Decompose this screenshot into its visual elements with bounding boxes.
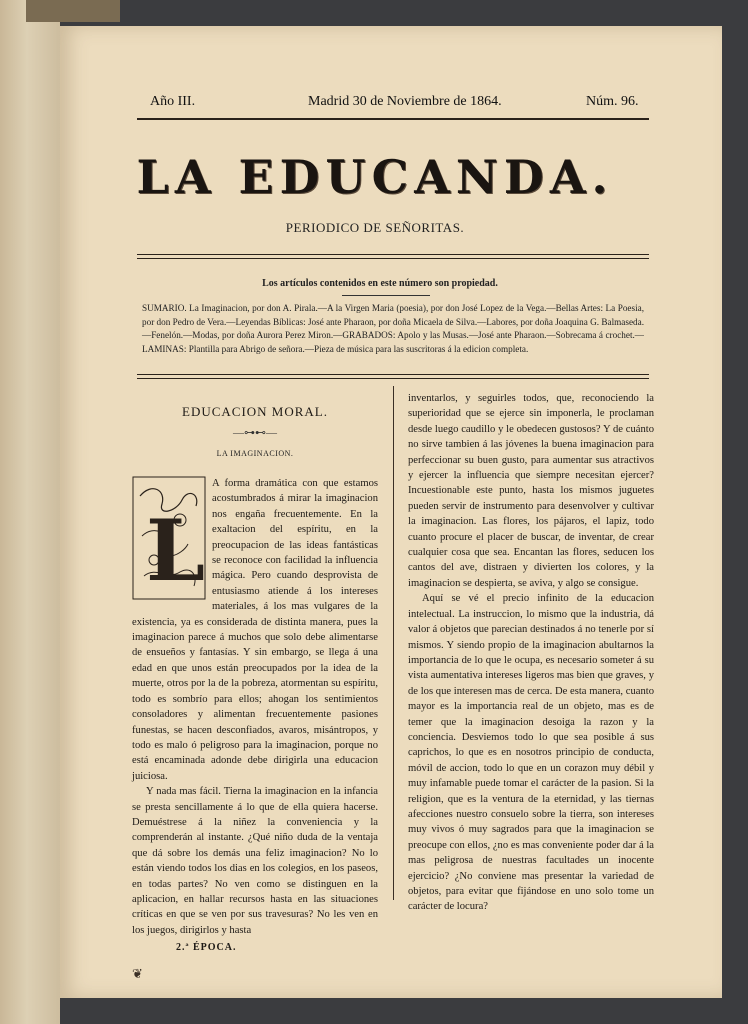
epoch-footer: 2.ª ÉPOCA. [176,942,237,954]
notice-rule [342,295,430,296]
article-right-column [408,391,654,915]
dropcap-letter: L [146,501,206,600]
column-divider [393,386,394,900]
flower-stamp-icon: ❦ [132,966,143,981]
book-spine [0,0,60,1024]
masthead-rule-bottom [137,258,649,259]
summary-block: SUMARIO. La Imaginacion, por don A. Pirala.—A la Virgen Maria (poesia), por don José Lopez de la Vega.—Bellas Artes: La Poesia, por don Pedro de Vera.—Leyendas Bíblicas: José ante Pharaon, por doña Micaela de Silva.—Labores, por doña Joaquina G. Balmaseda.—Fenelón.—Modas, por doña Aurora Perez Miron.—GRABADOS: Apolo y las Musas.—José ante Pharaon.—Sobrecama á crochet.—LAMINAS: Plantilla para Abrigo de señora.—Pieza de música para las suscritoras á la edicion completa. [142,303,644,354]
section-title: EDUCACION MORAL. [182,404,328,419]
left-paragraph-2: Y nada mas fácil. Tierna la imaginacion en la infancia se presta sencillamente á lo que de ella quiera hacerse. Demuéstrese á la niñez la conveniencia y la comprenderán al instante. ¿Qué niño duda de la ventaja que dá sobre los demás una feliz imaginacion? No lo están viendo todos los dias en los colegios, en los paseos, en todas partes? No ven como se distinguen en la aplicacion, en hallar recursos hasta en las situaciones críticas en que se ven por sus travesuras? No les ven en los juegos, dirigirlos y hasta [132,786,378,936]
article-left-column [132,404,378,953]
masthead-rule-top [137,254,649,255]
issue-number: Núm. 96. [586,94,639,109]
right-paragraph-2: Aquí se vé el precio infinito de la educacion intelectual. La instruccion, lo mismo que la industria, dá valor á objetos que parecian destinados á no tenerle por sí mismos. Y siendo propio de la imaginacion abultarnos la importancia de lo que le ocupa, es necesario someter á su vista aumentativa intereses ligeros mas bien que graves, y de los que interesen mas de cerca. De esta manera, cuanto mayor es la importancia real de un objeto, mas es de temer que la imaginacion desoiga la razon y la conciencia. Desviemos todo lo que sea posible á sus caprichos, lo que es en nosotros principio de conducta, móvil de accion, todo lo que en un corazon muy débil y muy infamable puede tomar el carácter de la pasion. Si la religion, que es la ventura de la eternidad, y las tiernas afecciones nuestro consuelo sobre la tierra, son intereses muy vivos ó muy sagrados para que la imaginacion se preocupe con ellos, ¿no es mas conveniente poder dar á la mas peligrosa de nuestras facultades un inocente ejercicio? ¿No conviene mas presentar la variedad de objetos, para evitar que fijándose en uno solo tome un carácter de locura? [408,593,654,913]
section-ornament: —⊶⊷— [233,427,277,439]
issue-year: Año III. [150,94,196,109]
masthead-title: LA EDUCANDA. [136,150,614,204]
issue-date: Madrid 30 de Noviembre de 1864. [308,94,502,109]
left-paragraph-1: A forma dramática con que estamos acostumbrados á mirar la imaginacion nos engaña frecuentemente. En la exaltacion del espíritu, en la preocupacion de las ideas fantásticas se reconoce con facilidad la influencia mágica. Pero cuando desprovista de entusiasmo atiende á los intereses materiales, á los mas vulgares de la existencia, ya es considerada de distinta manera, pues la imaginacion parece á muchos que solo debe alimentarse de ensueños y fantasías. Y sin embargo, se llega á una edad en que unos están preocupados por la idea de la muerte, otros por la de la pobreza, atormentan su espíritu, todo es sombrío para ellos; ahogan los sentimientos consoladores y alimentan frecuentemente pasiones funestas, se hacen desconfiados, avaros, misántropos, y todo es malo ó peligroso para la imaginacion, porque no está encaminada adonde debe dirigirla una educacion juiciosa. [132,478,378,782]
columns-rule-top [137,374,649,375]
header-rule [137,118,649,120]
copyright-notice: Los artículos contenidos en este número son propiedad. [262,278,498,289]
article-subtitle: LA IMAGINACION. [216,449,294,458]
columns-rule-bottom [137,378,649,379]
masthead-subtitle: PERIODICO DE SEÑORITAS. [285,220,465,235]
spine-label [26,0,120,22]
right-paragraph-1: inventarlos, y seguirles todos, que, reconociendo la superioridad que se ejerce sin imponerla, le proclaman desde luego caudillo y le obedecen gustosos? Y de cuánto no sirve tambien á las jóvenes la buena imaginacion para perfeccionar su buen gusto, para aumentar sus atractivos y ejercer la influencia que siempre necesitan ejercer? Incuestionable este punto, hasta los mismos juguetes pueden servir de instrumento para desenvolver y cultivar la imaginacion. Las flores, los pájaros, el lapiz, todo cuanto procure el placer de buscar, de inventar, de crear cualquier cosa que sea. Encantan las flores, seducen los cantos del ave, distraen y divierten los colores, y la imaginacion se despierta, se aviva, y algo se consigue. [408,393,654,589]
ornamental-dropcap-icon [132,476,206,600]
